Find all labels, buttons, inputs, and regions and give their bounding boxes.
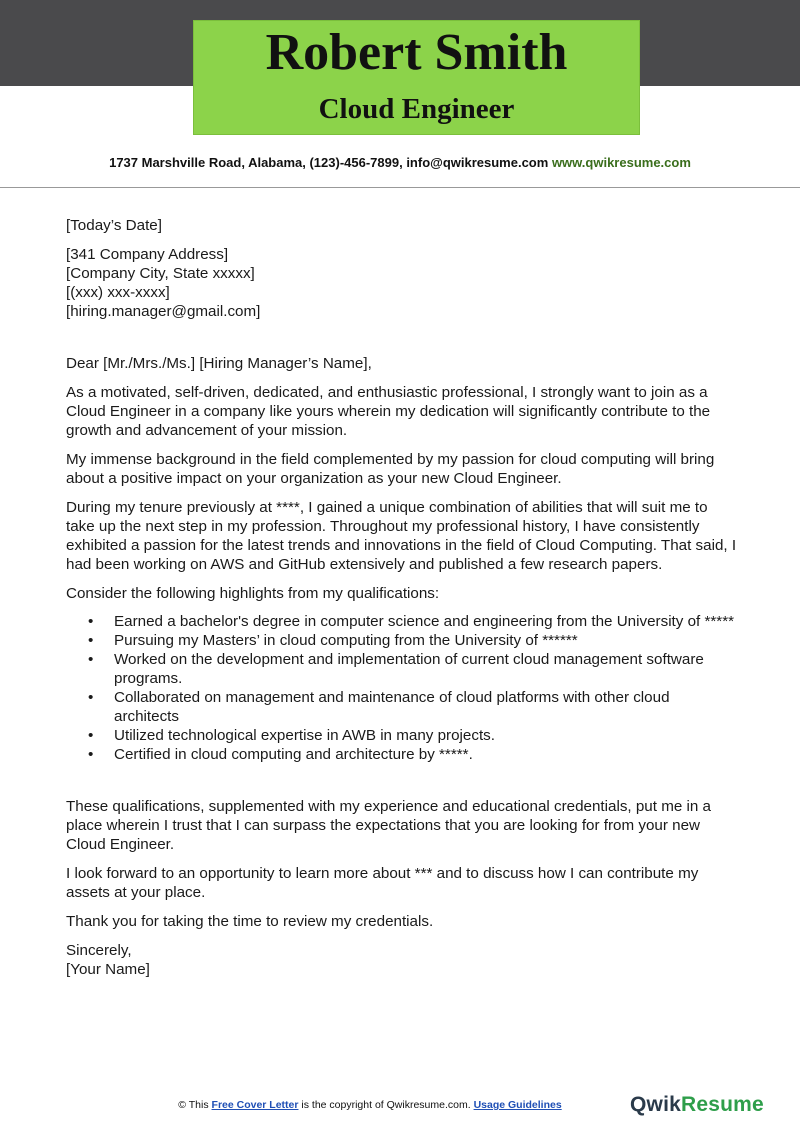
logo-part-resume: Resume <box>680 1093 764 1116</box>
list-item: • Certified in cloud computing and architecture by *****. <box>114 745 738 764</box>
qwikresume-logo <box>630 1093 764 1117</box>
signoff: Sincerely, <box>66 942 132 959</box>
address-line: [hiring.manager@gmail.com] <box>66 303 261 320</box>
website-link[interactable]: www.qwikresume.com <box>551 155 691 170</box>
header-divider <box>0 187 800 188</box>
footer-prefix: © This <box>178 1099 209 1111</box>
list-item: • Earned a bachelor's degree in computer science and engineering from the University of ***** <box>114 612 738 631</box>
letter-date: [Today’s Date] <box>66 217 162 234</box>
highlights-list <box>66 612 738 764</box>
footer-copyright <box>0 1099 740 1111</box>
body-paragraph: During my tenure previously at ****, I gained a unique combination of abilities that will suit me to take up the next step in my profession. Throughout my professional history, I have consistently exhibited a passion for the latest trends and innovations in the field of Cloud Computing. That said, I had been working on AWS and GitHub extensively and published a few research papers. <box>66 499 737 573</box>
logo-part-qwik: Qwik <box>630 1093 681 1116</box>
body-paragraph: My immense background in the field complemented by my passion for cloud computing will bring about a positive impact on your organization as your new Cloud Engineer. <box>66 451 715 487</box>
body-paragraph: As a motivated, self-driven, dedicated, and enthusiastic professional, I strongly want to join as a Cloud Engineer in a company like yours wherein my dedication will significantly contribute to the growth and advancement of your mission. <box>66 384 711 439</box>
recipient-address <box>66 245 738 321</box>
salutation: Dear [Mr./Mrs./Ms.] [Hiring Manager’s Name], <box>66 355 372 372</box>
body-paragraph: Consider the following highlights from my qualifications: <box>66 585 440 602</box>
body-paragraph: I look forward to an opportunity to learn more about *** and to discuss how I can contribute my assets at your place. <box>66 865 699 901</box>
body-paragraph: Thank you for taking the time to review my credentials. <box>66 913 434 930</box>
list-item: • Worked on the development and implementation of current cloud management software programs. <box>114 650 738 688</box>
list-item: • Utilized technological expertise in AWB in many projects. <box>114 726 738 745</box>
applicant-name: Robert Smith <box>265 24 568 81</box>
contact-details: 1737 Marshville Road, Alabama, (123)-456-7899, info@qwikresume.com <box>109 155 549 170</box>
address-line: [Company City, State xxxxx] <box>66 265 255 282</box>
address-line: [(xxx) xxx-xxxx] <box>66 284 170 301</box>
name-banner <box>193 20 640 135</box>
signature: [Your Name] <box>66 961 150 978</box>
job-title: Cloud Engineer <box>318 93 515 125</box>
address-line: [341 Company Address] <box>66 246 229 263</box>
usage-guidelines-link[interactable]: Usage Guidelines <box>473 1099 562 1111</box>
list-item: • Collaborated on management and maintenance of cloud platforms with other cloud architects <box>114 688 738 726</box>
body-paragraph: These qualifications, supplemented with my experience and educational credentials, put me in a place wherein I trust that I can surpass the expectations that you are looking for from your new Cloud Engineer. <box>66 798 712 853</box>
contact-line <box>0 155 800 170</box>
list-item: • Pursuing my Masters’ in cloud computing from the University of ****** <box>114 631 738 650</box>
letter-body <box>66 216 738 979</box>
footer-middle: is the copyright of Qwikresume.com. <box>301 1099 471 1111</box>
free-cover-letter-link[interactable]: Free Cover Letter <box>211 1099 299 1111</box>
